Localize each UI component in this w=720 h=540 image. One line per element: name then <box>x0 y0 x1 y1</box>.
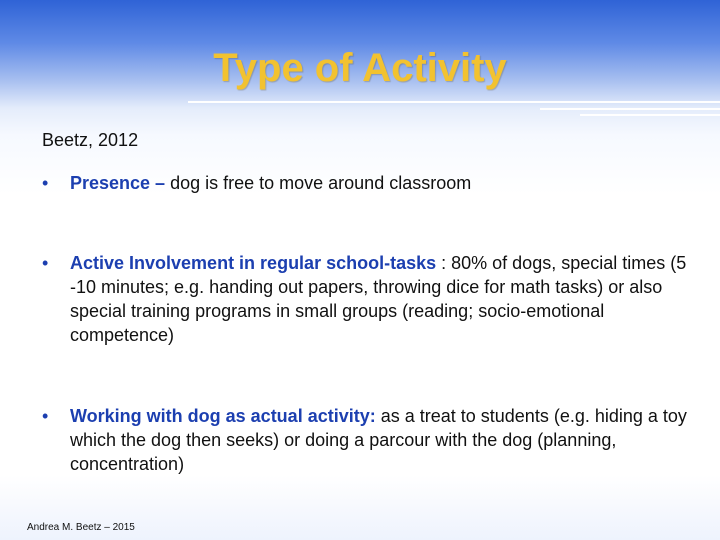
bullet-presence <box>42 171 692 195</box>
bullet-text <box>70 171 692 195</box>
footer-author: Andrea M. Beetz – 2015 <box>27 522 135 533</box>
title-underline <box>188 101 720 103</box>
bullet-dot-icon: • <box>42 173 49 193</box>
bullet-text <box>70 251 692 347</box>
bullet-term: Presence – <box>70 173 166 193</box>
bullet-term: Active Involvement in regular school-tasks <box>70 253 437 273</box>
bullet-text <box>70 404 692 476</box>
bullet-dot-icon: • <box>42 406 49 426</box>
bullet-description: dog is free to move around classroom <box>165 173 472 193</box>
decorative-line <box>540 108 720 110</box>
slide-title: Type of Activity <box>213 46 507 90</box>
bullet-dot-icon: • <box>42 253 49 273</box>
citation: Beetz, 2012 <box>42 130 139 150</box>
bullet-description: : 80% of dogs, special times (5 -10 minutes; e.g. handing out papers, throwing dice for math tasks) or also special training programs in small groups (reading; socio-emotional competence) <box>70 253 687 345</box>
bullet-active-involvement <box>42 251 692 347</box>
bullet-working-with-dog <box>42 404 692 476</box>
bullet-term: Working with dog as actual activity: <box>70 406 376 426</box>
bullet-description: as a treat to students (e.g. hiding a toy which the dog then seeks) or doing a parcour with the dog (planning, concentration) <box>70 406 687 474</box>
decorative-line <box>580 114 720 116</box>
